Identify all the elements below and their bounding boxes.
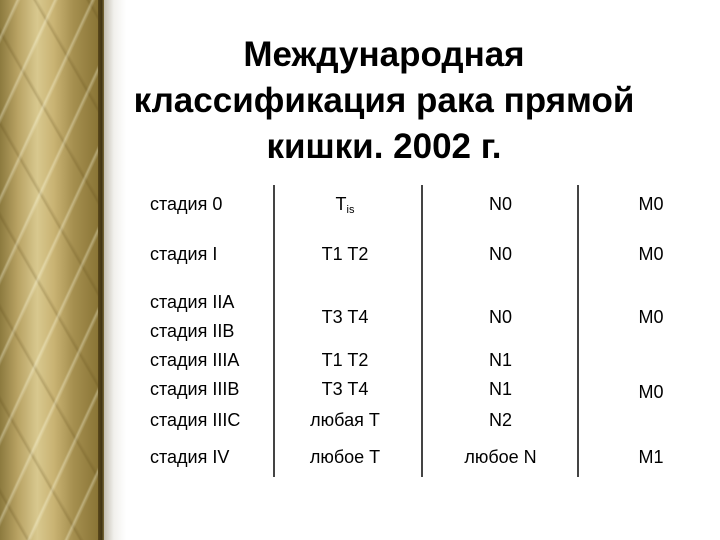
n-cell: N0 [488, 194, 512, 214]
t-cell: $T_{is}$ [335, 194, 355, 216]
n-cell: N0 [488, 307, 512, 327]
stage-cell: стадия IIIC [150, 410, 241, 430]
m-cell: M0 [638, 194, 664, 214]
stage-cell: стадия 0 [150, 194, 223, 214]
stage-cell: стадия IIIA [150, 350, 240, 370]
title-line-2: классификация рака прямой [133, 81, 635, 120]
t-cell: любое Т [309, 447, 381, 467]
tnm-classification-table [140, 185, 720, 477]
stage-cell: стадия IIB [150, 321, 235, 341]
m-cell: M1 [638, 447, 664, 467]
n-cell: N0 [488, 244, 512, 264]
n-cell: N1 [488, 350, 512, 370]
n-cell: N2 [488, 410, 512, 430]
slide-title [104, 32, 664, 170]
title-line-1: Международная [243, 35, 525, 74]
title-line-3: кишки. 2002 г. [266, 127, 502, 166]
m-cell: M0 [638, 244, 664, 264]
column-divider [421, 185, 423, 477]
t-subscript: is [346, 204, 355, 216]
t-cell: T3 T4 [321, 379, 369, 399]
t-cell: любая Т [310, 410, 380, 430]
m-cell: M0 [638, 307, 664, 327]
n-cell: любое N [464, 447, 537, 467]
stage-cell: стадия I [150, 244, 218, 264]
m-cell: M0 [638, 382, 664, 402]
stage-cell: стадия IIA [150, 292, 235, 312]
stage-cell: стадия IV [150, 447, 230, 467]
n-cell: N1 [488, 379, 512, 399]
column-divider [273, 185, 275, 477]
t-cell: T1 T2 [321, 350, 369, 370]
t-cell: T3 T4 [321, 307, 369, 327]
stage-cell: стадия IIIB [150, 379, 240, 399]
t-cell: T1 T2 [321, 244, 369, 264]
column-divider [577, 185, 579, 477]
decorative-gold-band [0, 0, 98, 540]
